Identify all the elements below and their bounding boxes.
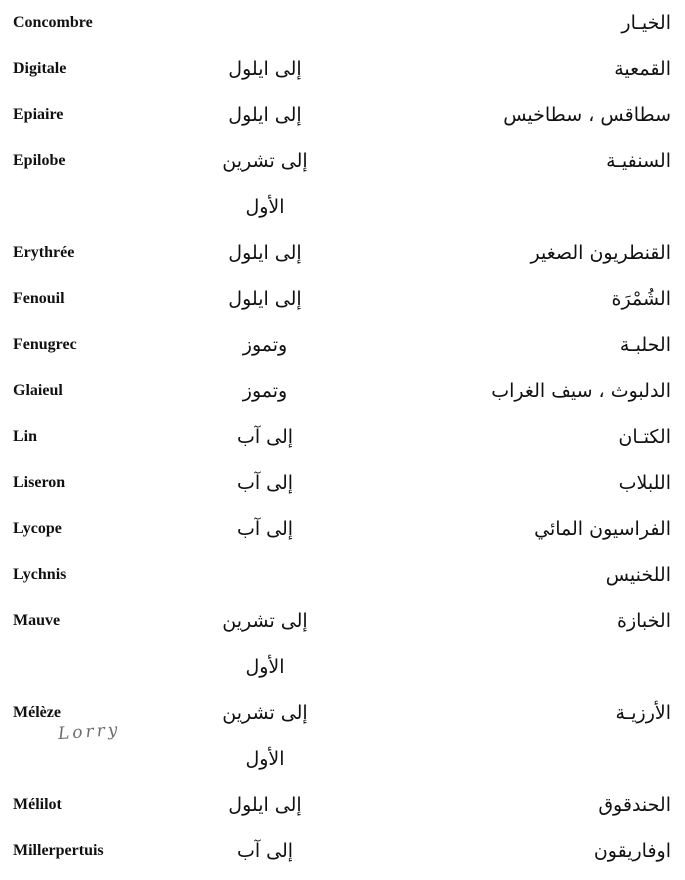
french-term: Concombre [13,14,93,31]
arabic-term: الحلبـة [619,334,671,356]
arabic-term: الشُمْرَة [611,288,671,310]
entry-row [0,506,685,552]
month-range [195,138,335,218]
arabic-term: اللخنيس [605,564,671,586]
month-range: إلى ايلول [228,104,302,126]
arabic-term: القنطريون الصغير [530,242,671,264]
month-range: إلى ايلول [228,58,302,80]
month-range: وتموز [242,380,288,402]
french-term: Lychnis [13,566,67,583]
arabic-term: الدلبوث ، سيف الغراب [491,380,671,402]
month-range-line2: الأول [245,748,285,770]
month-range: إلى آب [236,426,294,448]
month-range: إلى ايلول [228,288,302,310]
arabic-term: اوفاريقون [593,840,671,862]
month-range: إلى ايلول [228,242,302,264]
arabic-term: الكتـان [618,426,671,448]
entry-row [0,782,685,828]
handwritten-note: Lorry [57,719,122,745]
arabic-term: سطاقس ، سطاخيس [503,104,671,126]
french-term: Mauve [13,612,61,629]
french-term: Digitale [13,60,67,77]
entry-row [0,138,685,218]
french-term: Liseron [13,474,66,491]
month-range: وتموز [242,334,288,356]
entry-row [0,230,685,276]
entry-row [0,598,685,678]
arabic-term: الخبازة [617,610,671,632]
month-range: إلى آب [236,472,294,494]
arabic-term: الحندقوق [598,794,671,816]
month-range-line2: الأول [245,656,285,678]
entry-row [0,322,685,368]
french-term: Epilobe [13,152,66,169]
french-term: Epiaire [13,106,64,123]
entry-row [0,828,685,874]
entry-row [0,460,685,506]
french-term: Fenugrec [13,336,77,353]
arabic-term: اللبلاب [618,472,671,494]
french-term: Mélèze [13,704,61,721]
month-range-line1: إلى تشرين [222,150,308,172]
arabic-term: القمعية [614,58,671,80]
arabic-term: الخيـار [621,12,671,34]
month-range-line2: الأول [245,196,285,218]
entry-row [0,46,685,92]
month-range [195,690,335,770]
entry-row [0,276,685,322]
french-term: Erythrée [13,244,75,261]
french-term: Lycope [13,520,62,537]
french-term: Lin [13,428,38,445]
entry-row [0,414,685,460]
entry-row [0,92,685,138]
month-range: إلى آب [236,518,294,540]
arabic-term: الأرزيـة [615,702,671,724]
month-range: إلى ايلول [228,794,302,816]
month-range-line1: إلى تشرين [222,702,308,724]
arabic-term: السنفيـة [606,150,671,172]
month-range [195,598,335,678]
entry-row [0,552,685,598]
entry-row [0,368,685,414]
month-range-line1: إلى تشرين [222,610,308,632]
month-range: إلى آب [236,840,294,862]
french-term: Glaieul [13,382,63,399]
french-term: Fenouil [13,290,65,307]
arabic-term: الفراسيون المائي [534,518,671,540]
entry-row [0,0,685,46]
french-term: Mélilot [13,796,62,813]
french-term: Millerpertuis [13,842,104,859]
